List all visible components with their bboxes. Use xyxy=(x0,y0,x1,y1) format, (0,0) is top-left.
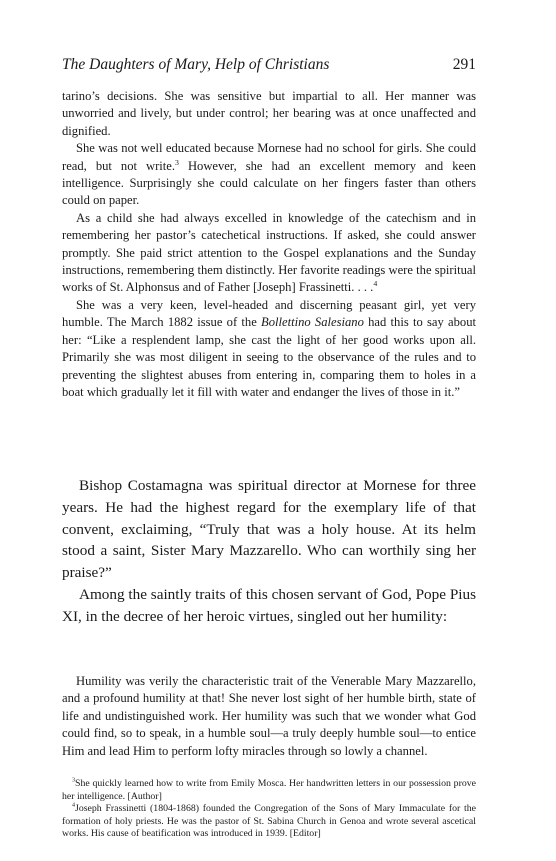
body-paragraph: Among the saintly traits of this chosen servant of God, Pope Pius XI, in the decree of her heroic virtues, singled out her humility: xyxy=(62,585,476,625)
running-head xyxy=(62,56,476,76)
footnote xyxy=(62,803,476,841)
page-number: 291 xyxy=(452,56,476,73)
quote-text: As a child she had always excelled in knowledge of the catechism and in remembering her pastor’s catechetical instructions. If asked, she could answer promptly. She paid strict attention to the Gospel explanations and the Sunday instructions, remembering them distinctly. Her favorite readings were the spiritual works of St. Alphonsus and of Father [Joseph] Frassinetti. . . . xyxy=(62,210,476,295)
quote-paragraph xyxy=(62,297,476,401)
narrative-text xyxy=(62,475,476,628)
footnote-text: Joseph Frassinetti (1804-1868) founded the Congregation of the Sons of Mary Immaculate for the formation of holy priests. He was the pastor of St. Sabina Church in Genoa and wrote several ascetical works. His cause of beatification was introduced in 1939. [Editor] xyxy=(62,803,476,840)
quote-text: She was a very keen, level-headed and discerning peasant girl, yet very humble. The March 1882 issue of the xyxy=(62,297,476,330)
quote-paragraph xyxy=(62,210,476,297)
footnotes xyxy=(62,778,476,841)
periodical-title: Bollettino Salesiano xyxy=(261,315,364,330)
quote-text: She was not well educated because Mornese had no school for girls. She could read, but not write. xyxy=(62,141,476,173)
footnote-ref: 4 xyxy=(373,279,378,289)
running-title: The Daughters of Mary, Help of Christians xyxy=(62,56,330,73)
quote-text: However, she had an excellent memory and keen intelligence. Surprisingly she could calculate on her fingers faster than others could on paper. xyxy=(62,158,476,208)
footnote xyxy=(62,778,476,803)
quote-paragraph xyxy=(62,140,476,210)
footnote-mark: 3 xyxy=(72,777,76,784)
body-paragraph: Bishop Costamagna was spiritual director at Mornese for three years. He had the highest regard for the exemplary life of that convent, exclaiming, “Truly that was a holy house. At its helm stood a saint, Sister Mary Mazzarello. Who can worthily sing her praise?” xyxy=(62,477,476,582)
footnote-mark: 4 xyxy=(72,802,76,809)
footnote-ref: 3 xyxy=(175,157,179,167)
block-quote-mary-mazzarello xyxy=(62,88,476,401)
quote-paragraph: Humility was verily the characteristic trait of the Venerable Mary Mazzarello, and a profound humility at that! She never lost sight of her humble birth, state of life and undistinguished work. Her humility was such that we wonder what God could find, so to speak, in a humble soul—a truly deeply humble soul—to entice Him and lead Him to perform lofty miracles through so lowly a channel. xyxy=(62,674,476,758)
block-quote-papal-decree xyxy=(62,673,476,760)
quote-text: had this to say about her: “Like a resplendent lamp, she cast the light of her good works upon all. Primarily she was most diligent in seeing to the observance of the rules and to preventing the slightest abuses from entering in, comparing them to holes in a boat which gradually let it fill with water and endanger the lives of those in it.” xyxy=(62,315,476,399)
footnote-text: She quickly learned how to write from Emily Mosca. Her handwritten letters in our possession prove her intelligence. [Author] xyxy=(62,778,476,802)
quote-paragraph: tarino’s decisions. She was sensitive but impartial to all. Her manner was unworried and lively, but under control; her bearing was at once unaffected and dignified. xyxy=(62,89,476,138)
